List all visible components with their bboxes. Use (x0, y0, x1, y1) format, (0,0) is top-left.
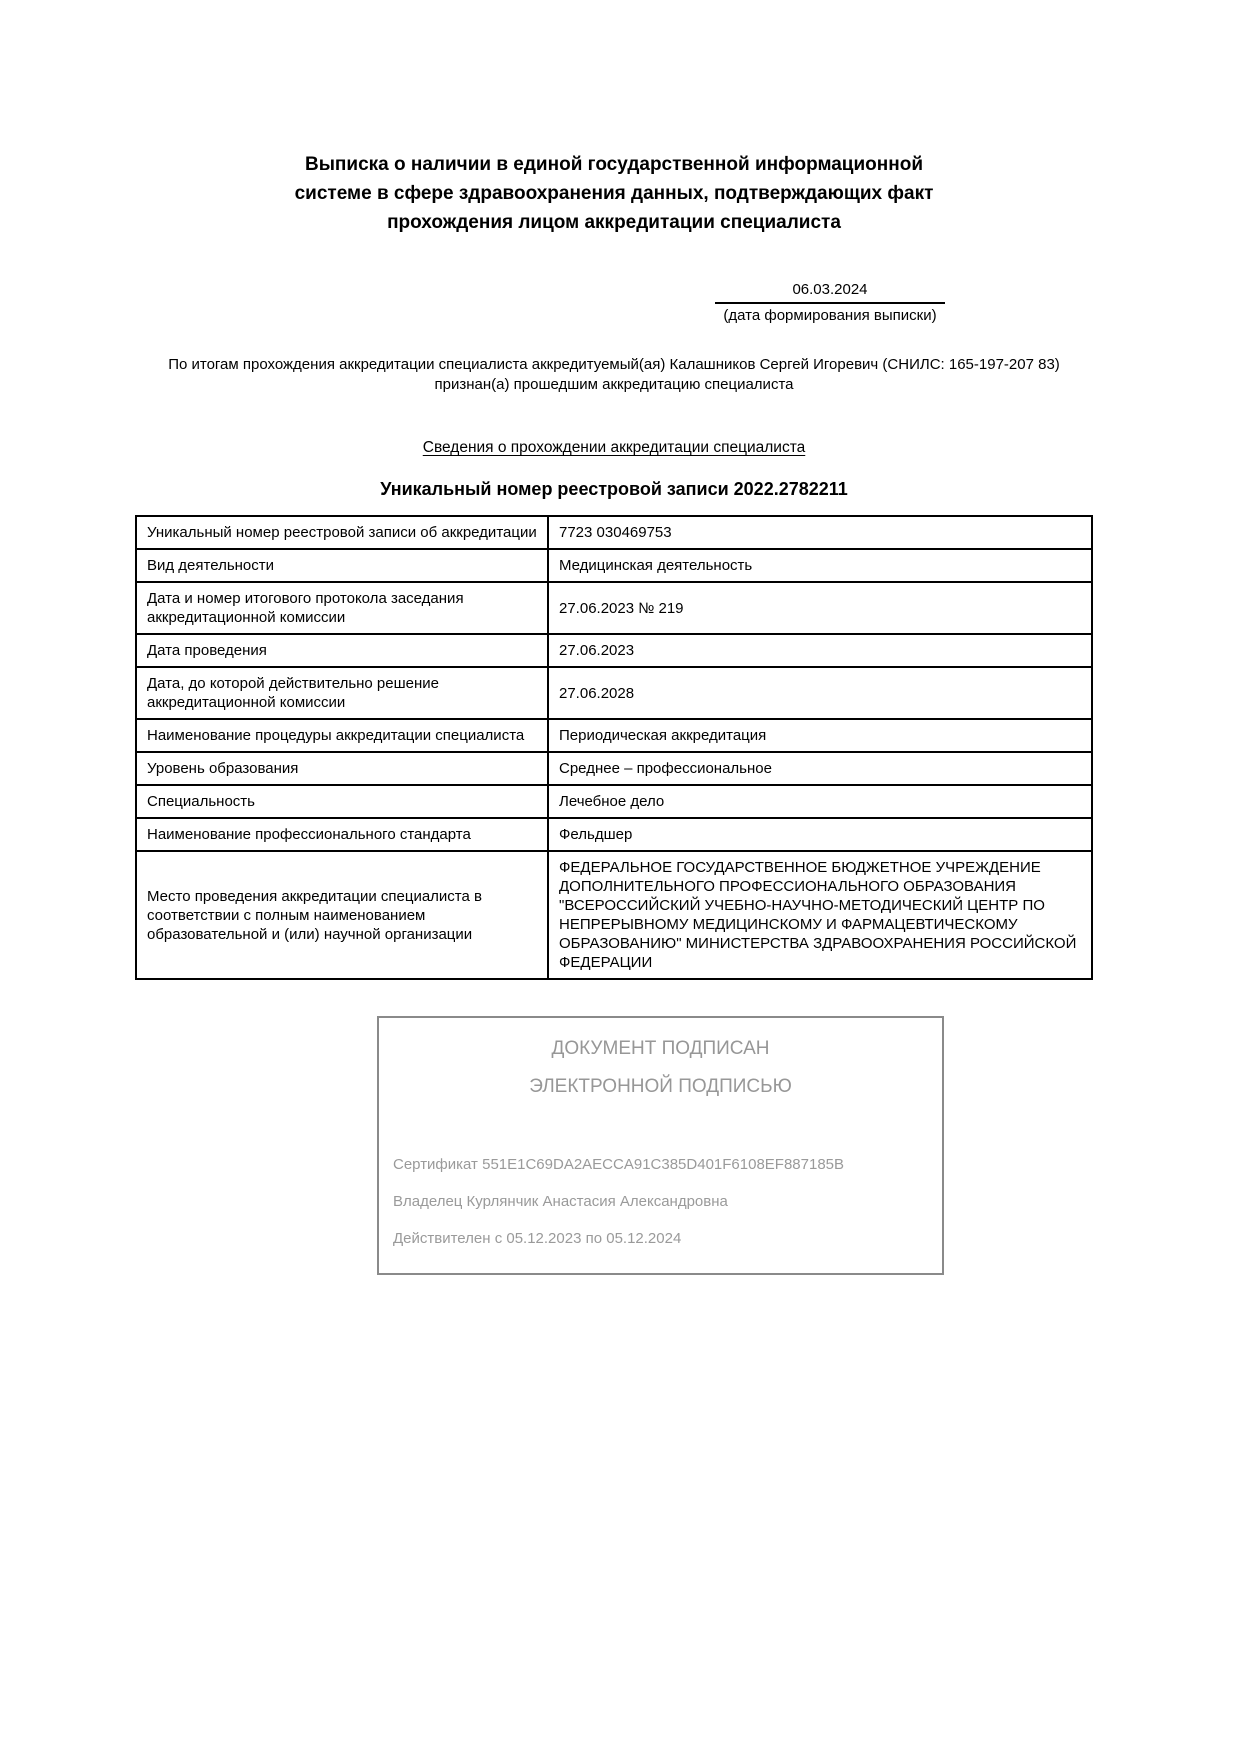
table-row (136, 634, 1092, 667)
table-row (136, 851, 1092, 979)
row-label: Уровень образования (136, 752, 548, 785)
row-value: Медицинская деятельность (548, 549, 1092, 582)
signature-stamp-title-line-2: ЭЛЕКТРОННОЙ ПОДПИСЬЮ (529, 1076, 792, 1097)
table-row (136, 582, 1092, 634)
extract-date-block (715, 281, 945, 325)
row-value: 27.06.2023 (548, 634, 1092, 667)
document-title (135, 150, 1093, 237)
row-value: Лечебное дело (548, 785, 1092, 818)
signature-owner: Владелец Курлянчик Анастасия Александровна (393, 1193, 728, 1210)
row-value: Среднее – профессиональное (548, 752, 1092, 785)
accreditation-table (135, 515, 1093, 980)
table-row (136, 752, 1092, 785)
row-label: Уникальный номер реестровой записи об аккредитации (136, 516, 548, 549)
accreditation-table-body (136, 516, 1092, 979)
intro-paragraph: По итогам прохождения аккредитации специалиста аккредитуемый(ая) Калашников Сергей Игоревич (СНИЛС: 165-197-207 83) признан(а) прошедшим аккредитацию специалиста (168, 356, 1060, 393)
row-label: Наименование процедуры аккредитации специалиста (136, 719, 548, 752)
table-row (136, 785, 1092, 818)
row-value: 27.06.2023 № 219 (548, 582, 1092, 634)
signature-stamp-details (379, 1146, 942, 1257)
row-label: Наименование профессионального стандарта (136, 818, 548, 851)
extract-date-caption: (дата формирования выписки) (723, 307, 937, 324)
electronic-signature-stamp (377, 1016, 944, 1275)
row-value: 27.06.2028 (548, 667, 1092, 719)
document-title-line-1: Выписка о наличии в единой государственной информационной (304, 154, 924, 175)
row-label: Специальность (136, 785, 548, 818)
signature-validity: Действителен с 05.12.2023 по 05.12.2024 (393, 1230, 682, 1247)
row-label: Дата проведения (136, 634, 548, 667)
row-value: ФЕДЕРАЛЬНОЕ ГОСУДАРСТВЕННОЕ БЮДЖЕТНОЕ УЧРЕЖДЕНИЕ ДОПОЛНИТЕЛЬНОГО ПРОФЕССИОНАЛЬНОГО ОБРАЗОВАНИЯ "ВСЕРОССИЙСКИЙ УЧЕБНО-НАУЧНО-МЕТОДИЧЕСКИЙ ЦЕНТР ПО НЕПРЕРЫВНОМУ МЕДИЦИНСКОМУ И ФАРМАЦЕВТИЧЕСКОМУ ОБРАЗОВАНИЮ" МИНИСТЕРСТВА ЗДРАВООХРАНЕНИЯ РОССИЙСКОЙ ФЕДЕРАЦИИ (548, 851, 1092, 979)
row-value: Фельдшер (548, 818, 1092, 851)
signature-stamp-title-line-1: ДОКУМЕНТ ПОДПИСАН (551, 1038, 770, 1059)
document-title-line-3: прохождения лицом аккредитации специалиста (387, 212, 841, 233)
row-label: Дата, до которой действительно решение аккредитационной комиссии (136, 667, 548, 719)
registry-number-heading: Уникальный номер реестровой записи 2022.2782211 (380, 479, 848, 499)
table-row (136, 549, 1092, 582)
extract-date: 06.03.2024 (715, 281, 945, 304)
row-value: Периодическая аккредитация (548, 719, 1092, 752)
document-body (135, 0, 1093, 1275)
row-label: Дата и номер итогового протокола заседания аккредитационной комиссии (136, 582, 548, 634)
table-row (136, 818, 1092, 851)
row-label: Вид деятельности (136, 549, 548, 582)
row-value: 7723 030469753 (548, 516, 1092, 549)
signature-stamp-title (379, 1030, 942, 1106)
table-row (136, 719, 1092, 752)
document-title-line-2: системе в сфере здравоохранения данных, подтверждающих факт (294, 183, 934, 204)
section-heading: Сведения о прохождении аккредитации специалиста (422, 439, 806, 456)
signature-certificate: Сертификат 551E1C69DA2AECCA91C385D401F6108EF887185B (393, 1156, 845, 1173)
row-label: Место проведения аккредитации специалиста в соответствии с полным наименованием образовательной и (или) научной организации (136, 851, 548, 979)
table-row (136, 667, 1092, 719)
table-row (136, 516, 1092, 549)
